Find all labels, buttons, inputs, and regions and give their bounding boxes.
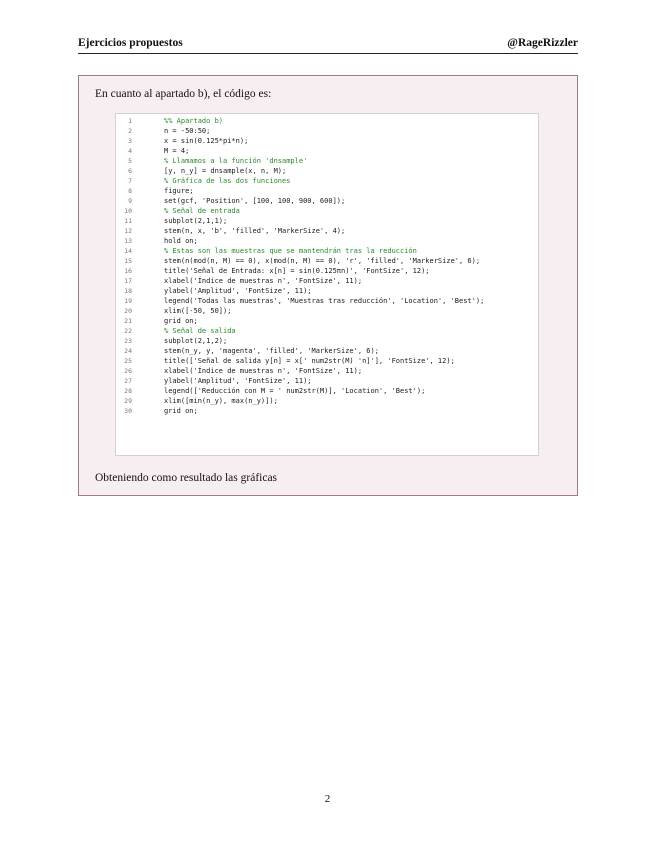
line-number: 23 — [124, 337, 132, 345]
code-text: stem(n_y, y, 'magenta', 'filled', 'MarkerSize', 6); — [164, 347, 379, 355]
page-header — [78, 37, 578, 53]
line-number: 7 — [128, 177, 132, 185]
code-line — [116, 176, 538, 186]
code-text: M = 4; — [164, 147, 190, 155]
line-number: 21 — [124, 317, 132, 325]
line-number: 29 — [124, 397, 132, 405]
code-line — [116, 376, 538, 386]
code-text: % Gráfica de las dos funciones — [164, 177, 291, 185]
code-line — [116, 366, 538, 376]
code-line — [116, 256, 538, 266]
code-text: stem(n(mod(n, M) == 0), x(mod(n, M) == 0), 'r', 'filled', 'MarkerSize', 6); — [164, 257, 481, 265]
line-number: 10 — [124, 207, 132, 215]
code-line — [116, 266, 538, 276]
code-text: hold on; — [164, 237, 198, 245]
code-line — [116, 336, 538, 346]
code-line — [116, 326, 538, 336]
code-line — [116, 386, 538, 396]
code-line — [116, 116, 538, 126]
page-number: 2 — [324, 793, 331, 805]
code-text: x = sin(0.125*pi*n); — [164, 137, 249, 145]
line-number: 30 — [124, 407, 132, 415]
code-text: xlim([-50, 50]); — [164, 307, 232, 315]
line-number: 9 — [128, 197, 132, 205]
code-text: title('Señal de Entrada: x[n] = sin(0.125πn)', 'FontSize', 12); — [164, 267, 430, 275]
code-line — [116, 196, 538, 206]
line-number: 19 — [124, 297, 132, 305]
code-line — [116, 186, 538, 196]
code-line — [116, 126, 538, 136]
line-number: 25 — [124, 357, 132, 365]
line-number: 17 — [124, 277, 132, 285]
code-line — [116, 206, 538, 216]
outro-text: Obteniendo como resultado las gráficas — [95, 472, 278, 484]
intro-text: En cuanto al apartado b), el código es: — [95, 88, 272, 100]
line-number: 28 — [124, 387, 132, 395]
line-number: 12 — [124, 227, 132, 235]
line-number: 11 — [124, 217, 132, 225]
line-number: 8 — [128, 187, 132, 195]
code-text: subplot(2,1,2); — [164, 337, 228, 345]
line-number: 20 — [124, 307, 132, 315]
line-number: 3 — [128, 137, 132, 145]
code-text: set(gcf, 'Position', [100, 100, 900, 600]); — [164, 197, 346, 205]
line-number: 27 — [124, 377, 132, 385]
code-line — [116, 136, 538, 146]
line-number: 14 — [124, 247, 132, 255]
code-line — [116, 406, 538, 416]
code-text: legend('Todas las muestras', 'Muestras tras reducción', 'Location', 'Best'); — [164, 297, 485, 305]
code-text: % Señal de entrada — [164, 207, 240, 215]
line-number: 5 — [128, 157, 132, 165]
code-line — [116, 356, 538, 366]
line-number: 22 — [124, 327, 132, 335]
line-number: 18 — [124, 287, 132, 295]
code-text: figure; — [164, 187, 194, 195]
code-line — [116, 226, 538, 236]
code-text: grid on; — [164, 317, 198, 325]
code-text: subplot(2,1,1); — [164, 217, 228, 225]
code-text: title(['Señal de salida y[n] = x[' num2str(M) 'n]'], 'FontSize', 12); — [164, 357, 455, 365]
code-text: grid on; — [164, 407, 198, 415]
code-line — [116, 236, 538, 246]
code-text: legend(['Reducción con M = ' num2str(M)], 'Location', 'Best'); — [164, 387, 426, 395]
code-line — [116, 286, 538, 296]
code-line — [116, 316, 538, 326]
code-block — [115, 113, 539, 456]
code-text: %% Apartado b) — [164, 117, 224, 125]
header-title: Ejercicios propuestos — [78, 37, 183, 49]
line-number: 4 — [128, 147, 132, 155]
code-text: ylabel('Amplitud', 'FontSize', 11); — [164, 377, 312, 385]
code-text: % Señal de salida — [164, 327, 236, 335]
code-line — [116, 346, 538, 356]
line-number: 1 — [128, 117, 132, 125]
line-number: 6 — [128, 167, 132, 175]
code-line — [116, 156, 538, 166]
code-text: stem(n, x, 'b', 'filled', 'MarkerSize', 4); — [164, 227, 346, 235]
line-number: 13 — [124, 237, 132, 245]
code-line — [116, 296, 538, 306]
line-number: 15 — [124, 257, 132, 265]
code-line — [116, 306, 538, 316]
code-text: % Estas son las muestras que se mantendrán tras la reducción — [164, 247, 417, 255]
exercise-box — [78, 75, 578, 496]
code-text: ylabel('Amplitud', 'FontSize', 11); — [164, 287, 312, 295]
line-number: 16 — [124, 267, 132, 275]
code-line — [116, 216, 538, 226]
code-line — [116, 146, 538, 156]
line-number: 26 — [124, 367, 132, 375]
code-line — [116, 166, 538, 176]
header-rule — [78, 53, 578, 54]
code-text: [y, n_y] = dnsample(x, n, M); — [164, 167, 287, 175]
line-number: 24 — [124, 347, 132, 355]
code-text: xlim([min(n_y), max(n_y)]); — [164, 397, 278, 405]
code-line — [116, 396, 538, 406]
code-text: xlabel('Índice de muestras n', 'FontSize', 11); — [164, 367, 363, 375]
code-text: n = -50:50; — [164, 127, 211, 135]
header-author: @RageRizzler — [507, 37, 578, 49]
code-text: xlabel('Índice de muestras n', 'FontSize', 11); — [164, 277, 363, 285]
code-line — [116, 246, 538, 256]
code-line — [116, 276, 538, 286]
line-number: 2 — [128, 127, 132, 135]
code-text: % Llamamos a la función 'dnsample' — [164, 157, 308, 165]
